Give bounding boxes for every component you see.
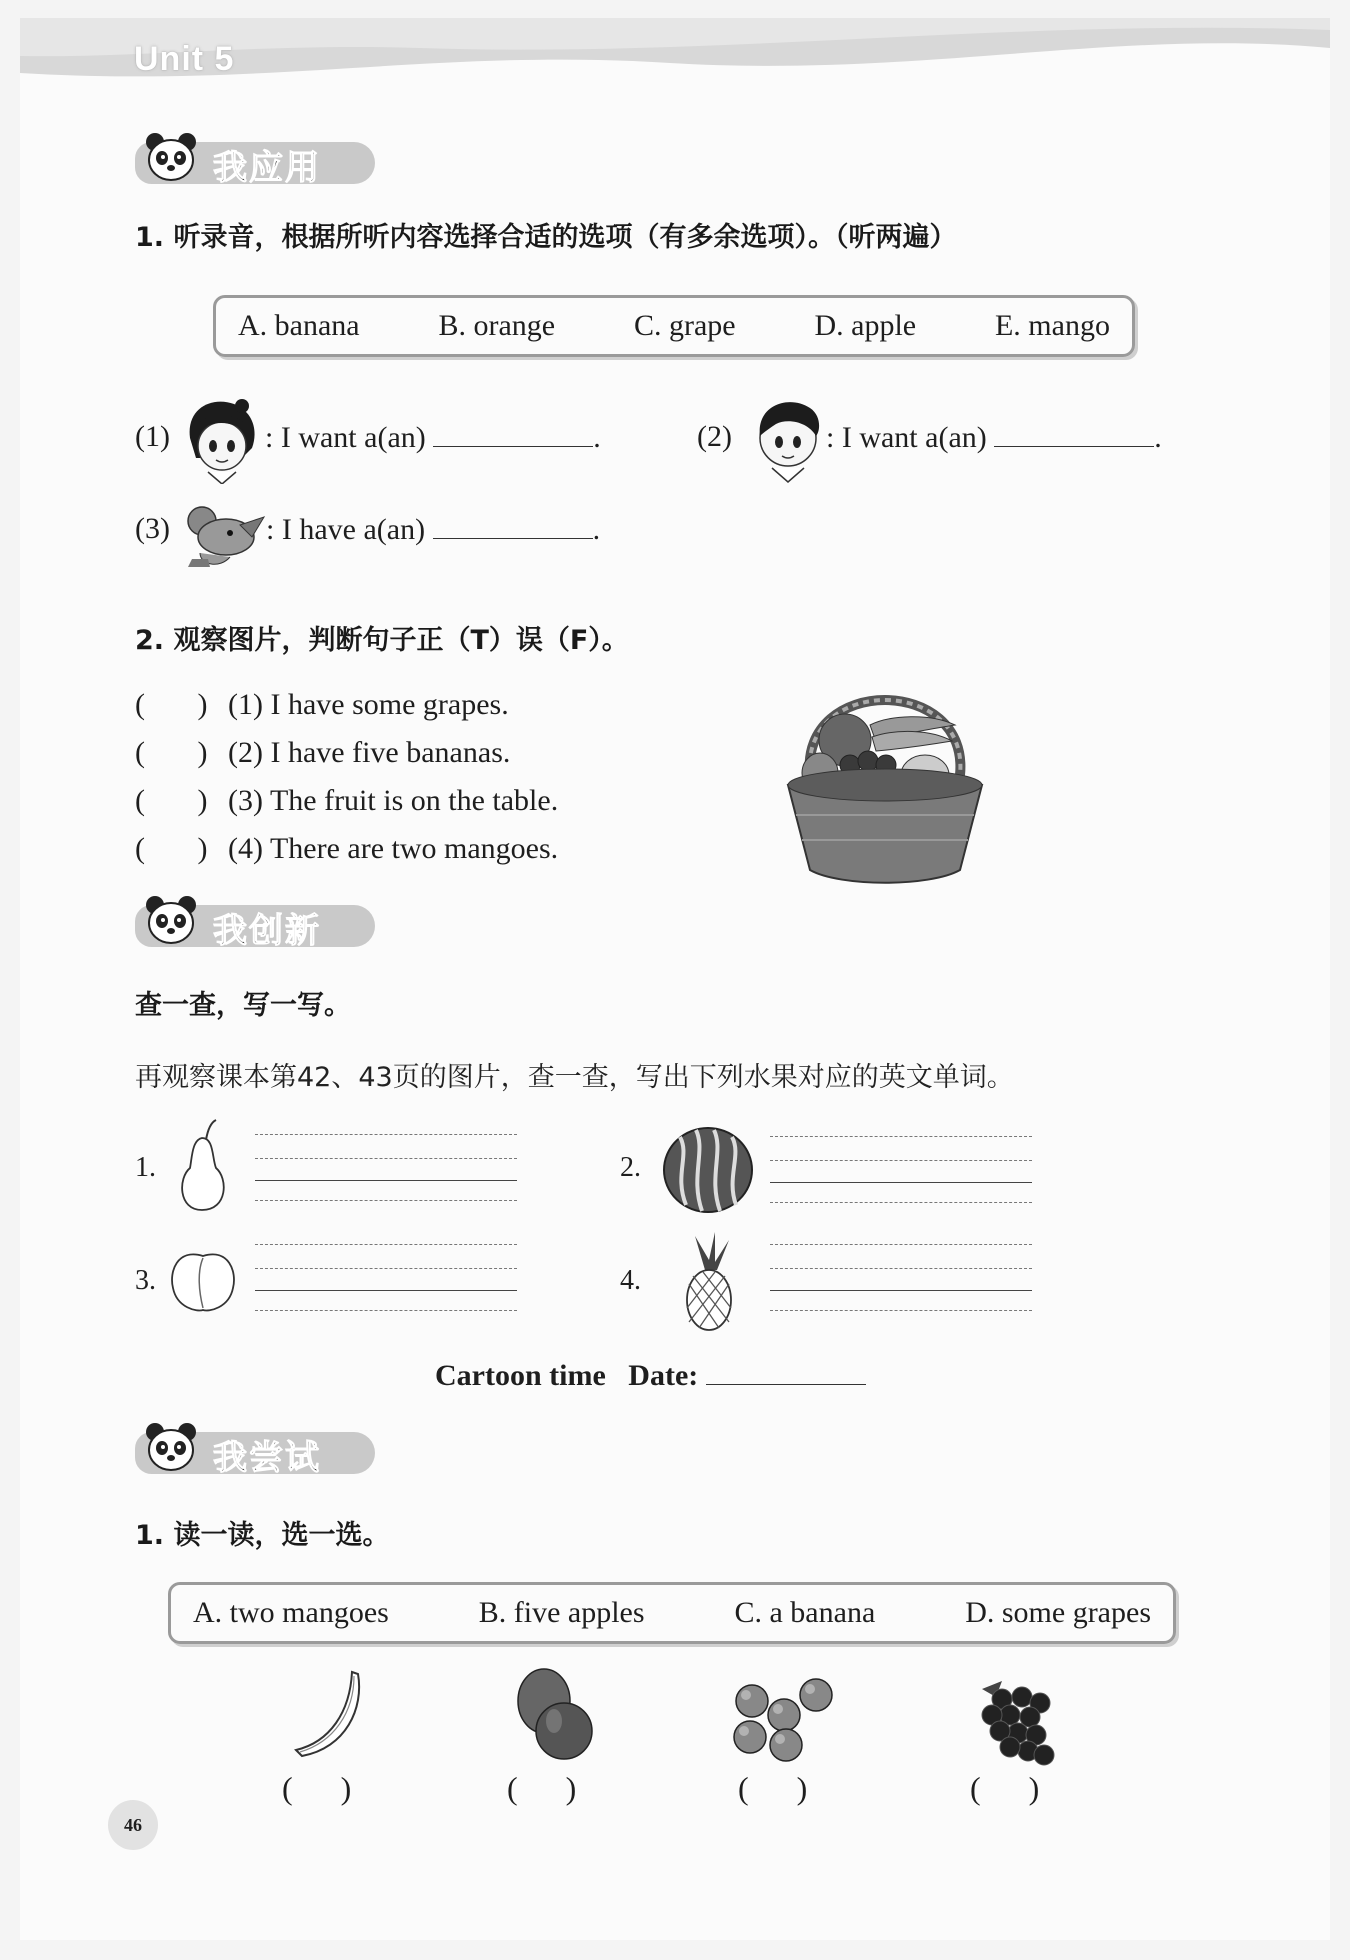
answer-paren[interactable]: ( ) (738, 1770, 808, 1806)
tf-paren[interactable]: ( ) (135, 784, 208, 817)
option-item: C. grape (633, 309, 736, 342)
item-number: (3) (135, 512, 170, 545)
date-blank[interactable] (706, 1358, 866, 1385)
question-heading: 1. 听录音，根据所听内容选择合适的选项（有多余选项）。（听两遍） (135, 222, 957, 253)
mangoes-icon (510, 1665, 600, 1765)
item-text: : I have a(an) . (266, 513, 601, 546)
section-title: 我应用 (213, 148, 321, 188)
panda-icon (141, 893, 201, 949)
options-box (168, 1582, 1176, 1644)
boy-face-icon (748, 398, 828, 484)
option-item: A. two mangoes (193, 1596, 389, 1629)
unit-label: Unit 5 (134, 40, 235, 78)
question-heading: 2. 观察图片，判断句子正（T）误（F）。 (135, 625, 629, 656)
page-number: 46 (108, 1800, 158, 1850)
girl-face-icon (182, 398, 264, 484)
section-badge-try (135, 1420, 375, 1476)
panda-icon (141, 130, 201, 186)
pineapple-icon (675, 1232, 739, 1332)
item-text: : I want a(an) . (265, 421, 601, 454)
mouse-icon (180, 503, 268, 573)
item-number: 3. (135, 1265, 156, 1296)
item-number: 1. (135, 1152, 156, 1183)
item-number: (2) (697, 420, 732, 453)
section-title: 我创新 (213, 911, 321, 951)
tf-statement: (2) I have five bananas. (228, 736, 511, 769)
option-item: A. banana (238, 309, 360, 342)
question-heading: 查一查，写一写。 (135, 990, 351, 1021)
banana-icon (290, 1668, 370, 1764)
answer-paren[interactable]: ( ) (282, 1770, 352, 1806)
item-number: (1) (135, 420, 170, 453)
answer-paren[interactable]: ( ) (970, 1770, 1040, 1806)
instruction-text: 再观察课本第42、43页的图片，查一查，写出下列水果对应的英文单词。 (135, 1062, 1014, 1093)
tf-statement: (1) I have some grapes. (228, 688, 509, 721)
option-item: C. a banana (734, 1596, 876, 1629)
item-text: : I want a(an) . (826, 421, 1162, 454)
tf-paren[interactable]: ( ) (135, 688, 208, 721)
cartoon-time-label: Cartoon time Date: (435, 1358, 866, 1393)
item-number: 2. (620, 1152, 641, 1183)
pear-icon (172, 1118, 234, 1214)
tf-paren[interactable]: ( ) (135, 832, 208, 865)
option-item: D. some grapes (965, 1596, 1151, 1629)
section-title: 我尝试 (213, 1438, 321, 1478)
section-badge-apply (135, 130, 375, 186)
section-badge-create (135, 893, 375, 949)
panda-icon (141, 1420, 201, 1476)
answer-paren[interactable]: ( ) (507, 1770, 577, 1806)
fruit-basket-image (780, 655, 990, 885)
option-item: D. apple (814, 309, 917, 342)
apples-icon (730, 1675, 840, 1765)
question-heading: 1. 读一读，选一选。 (135, 1520, 390, 1551)
tf-statement: (3) The fruit is on the table. (228, 784, 559, 817)
tf-paren[interactable]: ( ) (135, 736, 208, 769)
item-number: 4. (620, 1265, 641, 1296)
option-item: E. mango (994, 309, 1110, 342)
option-item: B. orange (438, 309, 556, 342)
tf-statement: (4) There are two mangoes. (228, 832, 559, 865)
option-item: B. five apples (478, 1596, 645, 1629)
options-box (213, 295, 1135, 357)
watermelon-icon (660, 1125, 756, 1215)
peach-icon (167, 1248, 239, 1314)
grapes-icon (972, 1675, 1062, 1771)
